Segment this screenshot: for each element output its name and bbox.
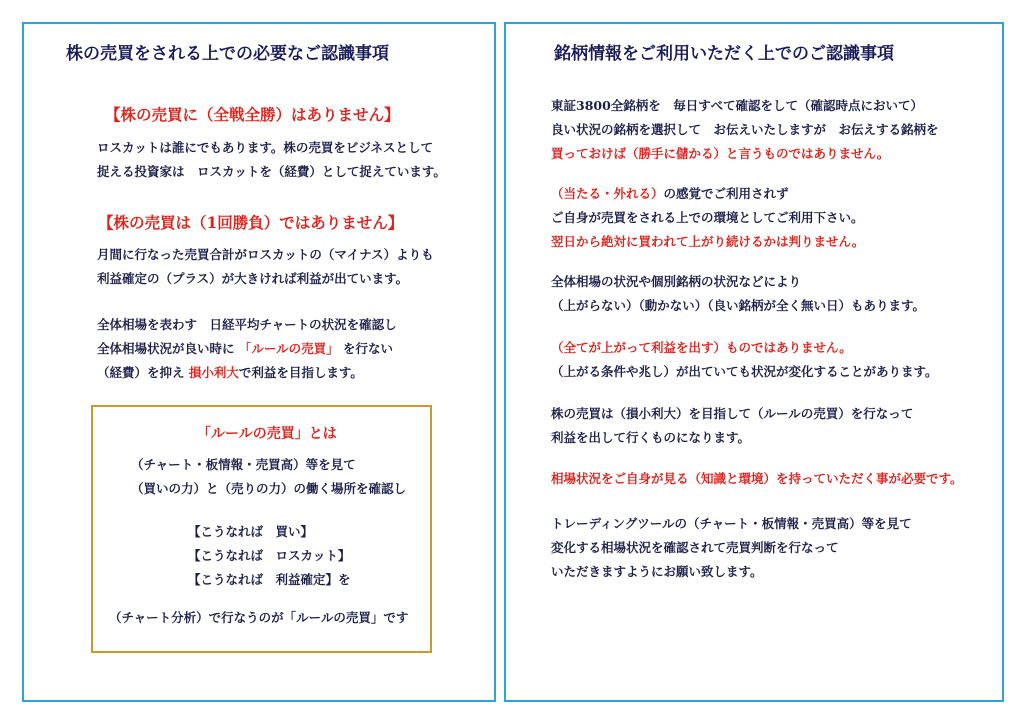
text-line-warning: （全てが上がって利益を出す）ものではありません。 bbox=[551, 340, 852, 355]
rule-box-intro bbox=[131, 453, 406, 501]
text-line: 変化する相場状況を確認されて売買判断を行なって bbox=[551, 540, 839, 555]
right-title: 銘柄情報をご利用いただく上でのご認識事項 bbox=[554, 44, 894, 64]
text-line: 利益を出して行くものになります。 bbox=[551, 430, 751, 445]
text-line: 月間に行なった売買合計がロスカットの（マイナス）よりも bbox=[97, 247, 434, 262]
list-item: 【こうなれば 買い】 bbox=[188, 524, 314, 539]
text-line: 利益確定の（プラス）が大きければ利益が出ています。 bbox=[97, 271, 409, 286]
text-line bbox=[551, 182, 864, 206]
list-item: 【こうなれば ロスカット】 bbox=[188, 548, 351, 563]
text-line: 良い状況の銘柄を選択して お伝えいたしますが お伝えする銘柄を bbox=[551, 122, 939, 137]
monthly-total-paragraph bbox=[97, 243, 434, 291]
not-all-rise-paragraph bbox=[551, 336, 938, 384]
left-title: 株の売買をされる上での必要なご認識事項 bbox=[66, 44, 389, 64]
text-line bbox=[97, 361, 397, 385]
usage-paragraph bbox=[551, 182, 864, 254]
rule-box-footer: （チャート分析）で行なうのが「ルールの売買」です bbox=[109, 610, 409, 625]
rule-box-title: 「ルールの売買」とは bbox=[197, 426, 337, 442]
trading-tool-paragraph bbox=[551, 512, 912, 584]
text-segment: の感覚でご利用されず bbox=[663, 186, 789, 201]
hit-miss-highlight: （当たる・外れる） bbox=[551, 186, 664, 201]
text-line: ご自身が売買をされる上での環境としてご利用下さい。 bbox=[551, 210, 864, 225]
rule-trading-paragraph bbox=[551, 402, 913, 450]
text-line-warning: 買っておけば（勝手に儲かる）と言うものではありません。 bbox=[551, 146, 890, 161]
text-segment: 全体相場状況が良い時に bbox=[97, 341, 235, 356]
text-line: トレーディングツールの（チャート・板情報・売買高）等を見て bbox=[551, 516, 912, 531]
heading-not-one-shot: 【株の売買は（1回勝負）ではありません】 bbox=[98, 213, 404, 232]
text-segment: で利益を目指します。 bbox=[238, 365, 363, 380]
text-segment: （経費）を抑え bbox=[97, 365, 185, 380]
rule-trading-highlight: 「ルールの売買」 bbox=[238, 341, 339, 356]
text-line: 捉える投資家は ロスカットを（経費）として捉えています。 bbox=[97, 164, 446, 179]
text-line: ロスカットは誰にでもあります。株の売買をビジネスとして bbox=[97, 140, 434, 155]
text-line: （チャート・板情報・売買高）等を見て bbox=[131, 457, 356, 472]
market-check-paragraph bbox=[97, 313, 397, 385]
text-segment: を行ない bbox=[343, 341, 394, 356]
text-line: （上がる条件や兆し）が出ていても状況が変化することがあります。 bbox=[551, 364, 938, 379]
rule-box-items bbox=[188, 520, 351, 592]
text-line bbox=[97, 337, 397, 361]
text-line: いただきますようにお願い致します。 bbox=[551, 564, 763, 579]
text-line: 東証3800全銘柄を 毎日すべて確認をして（確認時点において） bbox=[551, 98, 924, 113]
text-line: 株の売買は（損小利大）を目指して（ルールの売買）を行なって bbox=[551, 406, 914, 421]
text-line-warning: 翌日から絶対に買われて上がり続けるかは判りません。 bbox=[551, 234, 865, 249]
knowledge-requirement-line: 相場状況をご自身が見る（知識と環境）を持っていただく事が必要です。 bbox=[551, 471, 963, 486]
losscut-paragraph bbox=[97, 136, 446, 184]
list-item: 【こうなれば 利益確定】を bbox=[188, 572, 351, 587]
heading-no-perfect-record: 【株の売買に（全戦全勝）はありません】 bbox=[105, 105, 400, 124]
text-line: 全体相場の状況や個別銘柄の状況などにより bbox=[551, 274, 802, 289]
text-line: （上がらない）（動かない）（良い銘柄が全く無い日）もあります。 bbox=[551, 298, 926, 313]
stock-info-paragraph bbox=[551, 94, 939, 166]
text-line: （買いの力）と（売りの力）の働く場所を確認し bbox=[131, 481, 407, 496]
market-conditions-paragraph bbox=[551, 270, 925, 318]
text-line: 全体相場を表わす 日経平均チャートの状況を確認し bbox=[97, 317, 397, 332]
small-loss-big-profit-highlight: 損小利大 bbox=[188, 365, 239, 380]
